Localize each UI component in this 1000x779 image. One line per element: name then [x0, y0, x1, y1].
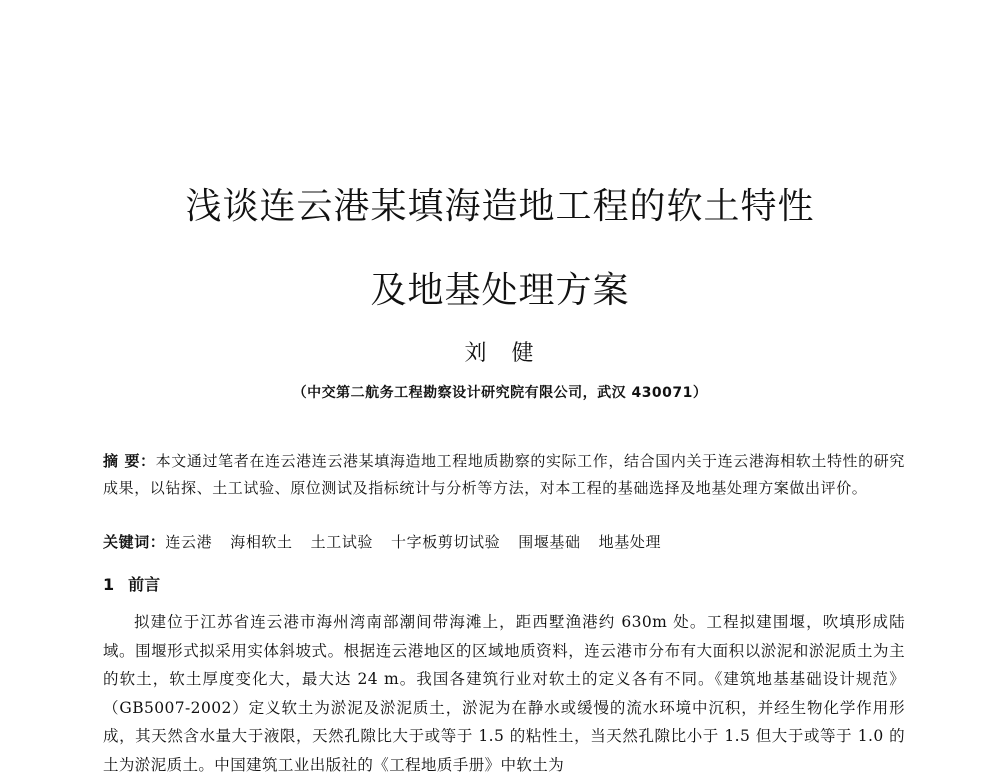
keywords-label: 关键词：: [103, 533, 166, 551]
author-name: 刘 健: [464, 341, 536, 366]
keywords: [103, 529, 905, 556]
keyword: 海相软土: [230, 533, 293, 551]
keyword: 地基处理: [598, 533, 662, 551]
keyword: 十字板剪切试验: [391, 533, 501, 551]
paper-title-line-2: 及地基处理方案: [370, 270, 630, 311]
section-heading: [103, 572, 160, 595]
section-body-paragraph: 拟建位于江苏省连云港市海州湾南部潮间带海滩上，距西墅渔港约 630m 处。工程拟建围堰，吹填形成陆域。围堰形式拟采用实体斜坡式。根据连云港地区的区域地质资料，连云港市分布有大面积以淤泥和淤泥质土为主的软土，软土厚度变化大，最大达 24 m。我国各建筑行业对软土的定义各有不同。《建筑地基基础设计规范》（GB5007-2002）定义软土为淤泥及淤泥质土，淤泥为在静水或缓慢的流水环境中沉积，并经生物化学作用形成，其天然含水量大于液限，天然孔隙比大于或等于 1.5 的粘性土，当天然孔隙比小于 1.5 但大于或等于 1.0 的土为淤泥质土。中国建筑工业出版社的《工程地质手册》中软土为: [103, 613, 905, 774]
section-number: 1: [103, 575, 115, 594]
abstract: [103, 448, 905, 502]
abstract-text: 本文通过笔者在连云港连云港某填海造地工程地质勘察的实际工作，结合国内关于连云港海相软土特性的研究成果，以钻探、土工试验、原位测试及指标统计与分析等方法，对本工程的基础选择及地基处理方案做出评价。: [103, 452, 905, 497]
section-title: 前言: [128, 575, 161, 594]
keyword: 连云港: [165, 533, 213, 551]
keyword: 土工试验: [310, 533, 374, 551]
author-affiliation: （中交第二航务工程勘察设计研究院有限公司，武汉 430071）: [292, 385, 708, 401]
keyword: 围堰基础: [518, 533, 581, 551]
paper-title-line-1: 浅谈连云港某填海造地工程的软土特性: [185, 186, 815, 227]
abstract-label: 摘 要：: [103, 452, 156, 470]
